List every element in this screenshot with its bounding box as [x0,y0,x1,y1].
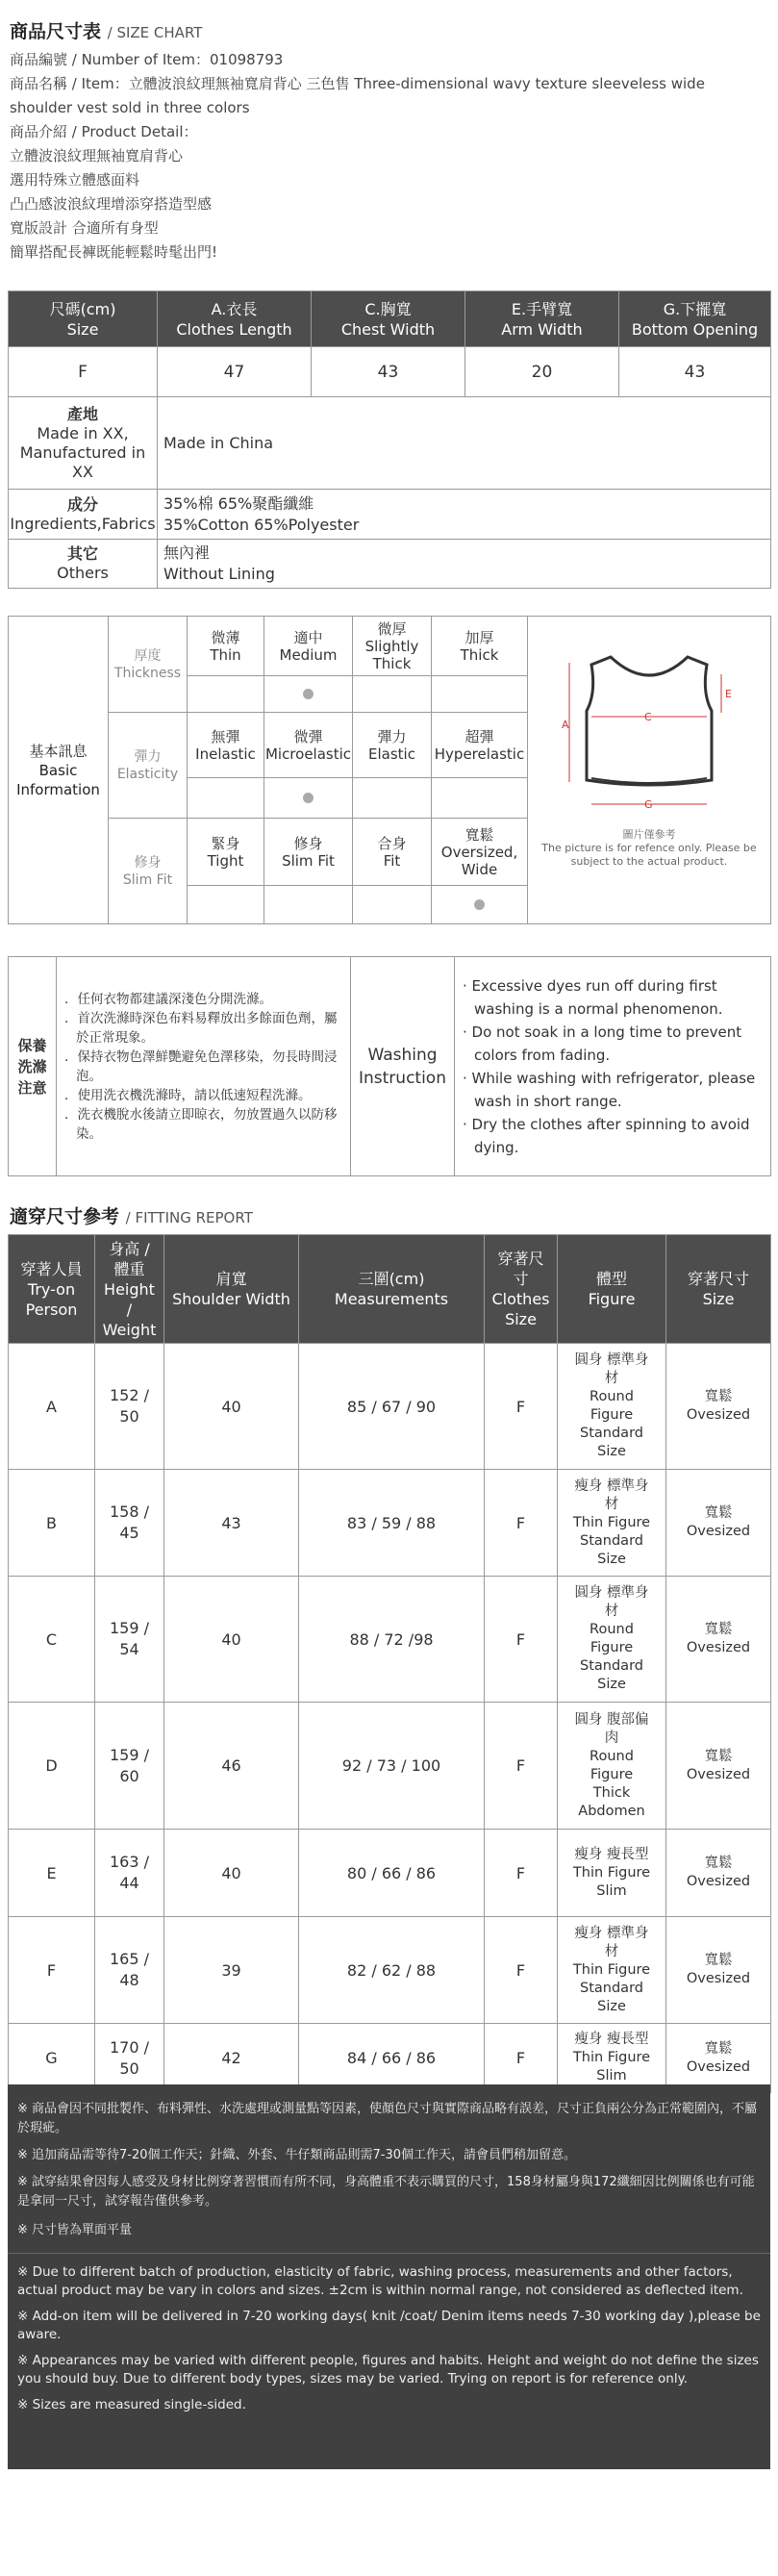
header-height-weight: 身高 / 體重 Height / Weight [95,1235,164,1344]
option-thin: 微薄 Thin [188,617,264,676]
header-person: 穿著人員 Try-on Person [9,1235,95,1344]
measurements: 88 / 72 /98 [299,1577,485,1703]
height-weight: 159 / 54 [95,1577,164,1703]
washing-zh-list [57,957,351,1176]
note-en: ※ Appearances may be varied with different people, figures and habits. Height and weight do not define the sizes you should buy. Due to different body types, sizes may be varied. Trying on report is for reference only. [17,2353,759,2387]
header-chest-width: C.胸寬 Chest Width [312,291,465,347]
fit-size: 寬鬆 Ovesized [666,1830,771,1917]
header-arm-width: E.手臂寬 Arm Width [465,291,619,347]
detail-line: 凸凸感波浪紋理增添穿搭造型感 [10,195,213,213]
slim-fit-label: 修身 Slim Fit [109,819,188,924]
product-intro [10,48,769,265]
length-value: 47 [158,347,312,397]
option-oversized: 寬鬆 Oversized, Wide [432,819,528,886]
table-row [9,1917,771,2024]
page-title: 商品尺寸表 / SIZE CHART [10,21,203,42]
washing-zh-item: ．任何衣物都建議深淺色分開洗滌。 [64,991,272,1007]
figure: 瘦身 瘦長型 Thin Figure Slim [558,1830,666,1917]
table-row [9,1470,771,1577]
origin-row [9,397,771,490]
others-row [9,540,771,589]
origin-label: 產地 Made in XX, Manufactured in XX [9,397,158,490]
note-zh: ※ 商品會因不同批製作、布料彈性、水洗處理或測量點等因素，使顏色尺寸與實際商品略有誤差，尺寸正負兩公分為正常範圍內，不屬於瑕疵。 [17,2102,758,2135]
option-fit: 合身 Fit [353,819,432,886]
fitting-title: 適穿尺寸參考 / FITTING REPORT [10,1206,253,1227]
measurements: 80 / 66 / 86 [299,1830,485,1917]
note-zh: ※ 尺寸皆為單面平量 [17,2223,133,2237]
label-g: G [644,798,653,811]
figure: 圓身 標準身 材 Round Figure Standard Size [558,1344,666,1470]
washing-label-en: Washing Instruction [351,957,455,1176]
person: G [9,2024,95,2093]
height-weight: 158 / 45 [95,1470,164,1577]
clothes-size: F [485,1703,558,1830]
selected-dot [474,899,485,910]
fit-size: 寬鬆 Ovesized [666,1344,771,1470]
label-e: E [725,688,732,700]
diagram-note: 圖片僅參考 The picture is for refence only. Please be subject to the actual product. [541,828,757,868]
detail-label: 商品介紹 / Product Detail： [10,123,198,140]
selected-dot [303,793,314,803]
washing-zh-item: ．使用洗衣機洗滌時，請以低速短程洗滌。 [64,1087,312,1103]
figure: 瘦身 標準身 材 Thin Figure Standard Size [558,1917,666,2024]
elasticity-label: 彈力 Elasticity [109,713,188,819]
header-shoulder: 肩寬 Shoulder Width [164,1235,299,1344]
item-name: 商品名稱 / Item：立體波浪紋理無袖寬肩背心 三色售 Three-dimensional wavy texture sleeveless wide shoulder vest sold in three colors [10,75,705,116]
person: C [9,1577,95,1703]
fitting-table [8,1234,771,2093]
ingredients-row [9,490,771,540]
height-weight: 159 / 60 [95,1703,164,1830]
fit-size: 寬鬆 Ovesized [666,2024,771,2093]
note-zh: ※ 試穿結果會因每人感受及身材比例穿著習慣而有所不同，身高體重不表示購買的尺寸，158身材屬身與172纖細因比例關係也有可能是拿同一尺寸，試穿報告僅供參考。 [17,2175,755,2209]
header-figure: 體型 Figure [558,1235,666,1344]
table-row [9,1344,771,1470]
fitting-header-row [9,1235,771,1344]
header-size: 尺碼(cm) Size [9,291,158,347]
shoulder: 42 [164,2024,299,2093]
notes-box [8,2084,770,2469]
vest-diagram-icon [548,636,750,819]
option-hyperelastic: 超彈 Hyperelastic [432,713,528,778]
clothes-size: F [485,2024,558,2093]
detail-line: 簡單搭配長褲既能輕鬆時髦出門! [10,243,218,261]
size-chart-table [8,290,771,589]
measurements: 84 / 66 / 86 [299,2024,485,2093]
header-clothes-size: 穿著尺 寸 Clothes Size [485,1235,558,1344]
shoulder: 43 [164,1470,299,1577]
person: D [9,1703,95,1830]
others-label: 其它 Others [9,540,158,589]
fit-size: 寬鬆 Ovesized [666,1703,771,1830]
fit-size: 寬鬆 Ovesized [666,1577,771,1703]
basic-info-label: 基本訊息 Basic Information [9,617,109,924]
figure: 瘦身 瘦長型 Thin Figure Slim [558,2024,666,2093]
washing-en-list [455,957,771,1176]
washing-en-item: · Do not soak in a long time to prevent colors from fading. [463,1023,742,1064]
height-weight: 163 / 44 [95,1830,164,1917]
others-value: 無內裡 Without Lining [158,540,771,589]
height-weight: 152 / 50 [95,1344,164,1470]
arm-value: 20 [465,347,619,397]
fit-size: 寬鬆 Ovesized [666,1917,771,2024]
option-thick: 加厚 Thick [432,617,528,676]
chest-value: 43 [312,347,465,397]
size-row [9,347,771,397]
note-zh: ※ 追加商品需等待7-20個工作天；針織、外套、牛仔類商品則需7-30個工作天，請會員們稍加留意。 [17,2148,577,2162]
label-a: A [562,719,569,731]
option-medium: 適中 Medium [264,617,353,676]
figure: 瘦身 標準身 材 Thin Figure Standard Size [558,1470,666,1577]
table-row [9,2024,771,2093]
shoulder: 40 [164,1830,299,1917]
detail-line: 選用特殊立體感面料 [10,171,140,189]
measurements: 82 / 62 / 88 [299,1917,485,2024]
washing-en-item: · While washing with refrigerator, please wash in short range. [463,1069,756,1110]
person: F [9,1917,95,2024]
table-row [9,1830,771,1917]
measurements: 83 / 59 / 88 [299,1470,485,1577]
note-en: ※ Add-on item will be delivered in 7-20 working days( knit /coat/ Denim items needs 7-30 working day ),please be aware. [17,2309,761,2342]
basic-info-table [8,616,771,924]
shoulder: 46 [164,1703,299,1830]
clothes-size: F [485,1470,558,1577]
header-measurements: 三圍(cm) Measurements [299,1235,485,1344]
washing-label-zh: 保養 洗滌 注意 [9,957,57,1176]
washing-table [8,956,771,1176]
option-tight: 緊身 Tight [188,819,264,886]
note-en: ※ Sizes are measured single-sided. [17,2397,246,2412]
option-elastic: 彈力 Elastic [353,713,432,778]
clothes-size: F [485,1577,558,1703]
option-microelastic: 微彈 Microelastic [264,713,353,778]
figure: 圓身 腹部偏 肉 Round Figure Thick Abdomen [558,1703,666,1830]
size-header-row [9,291,771,347]
washing-zh-item: ．洗衣機脫水後請立即晾衣，勿放置過久以防移染。 [64,1106,338,1142]
option-slim-fit: 修身 Slim Fit [264,819,353,886]
table-row [9,1577,771,1703]
height-weight: 170 / 50 [95,2024,164,2093]
header-fit-size: 穿著尺寸 Size [666,1235,771,1344]
person: B [9,1470,95,1577]
label-c: C [644,711,652,723]
ingredients-label: 成分 Ingredients,Fabrics [9,490,158,540]
measurements: 85 / 67 / 90 [299,1344,485,1470]
ingredients-value: 35%棉 65%聚酯纖維 35%Cotton 65%Polyester [158,490,771,540]
measurements: 92 / 73 / 100 [299,1703,485,1830]
washing-zh-item: ．保持衣物色澤鮮艷避免色澤移染，勿長時間浸泡。 [64,1048,338,1084]
clothes-size: F [485,1344,558,1470]
option-inelastic: 無彈 Inelastic [188,713,264,778]
garment-diagram [528,617,771,924]
header-clothes-length: A.衣長 Clothes Length [158,291,312,347]
person: A [9,1344,95,1470]
washing-en-item: · Excessive dyes run off during first washing is a normal phenomenon. [463,976,723,1018]
size-value: F [9,347,158,397]
person: E [9,1830,95,1917]
height-weight: 165 / 48 [95,1917,164,2024]
detail-line: 寬版設計 合適所有身型 [10,219,159,237]
item-number: 商品編號 / Number of Item：01098793 [10,51,284,68]
clothes-size: F [485,1917,558,2024]
note-en: ※ Due to different batch of production, elasticity of fabric, washing process, measurements and other factors, actual product may be vary in colors and sizes. ±2cm is within normal range, not considered as deflected item. [17,2264,743,2298]
table-row [9,1703,771,1830]
figure: 圓身 標準身 材 Round Figure Standard Size [558,1577,666,1703]
detail-line: 立體波浪紋理無袖寬肩背心 [10,147,184,164]
shoulder: 39 [164,1917,299,2024]
washing-zh-item: ．首次洗滌時深色布料易釋放出多餘面色劑，屬於正常現象。 [64,1010,338,1046]
washing-en-item: · Dry the clothes after spinning to avoid dying. [463,1115,750,1156]
shoulder: 40 [164,1577,299,1703]
option-slightly-thick: 微厚 Slightly Thick [353,617,432,676]
selected-dot [303,689,314,699]
shoulder: 40 [164,1344,299,1470]
origin-value: Made in China [158,397,771,490]
thickness-label: 厚度 Thickness [109,617,188,713]
bottom-value: 43 [619,347,771,397]
header-bottom-opening: G.下擺寬 Bottom Opening [619,291,771,347]
fit-size: 寬鬆 Ovesized [666,1470,771,1577]
clothes-size: F [485,1830,558,1917]
